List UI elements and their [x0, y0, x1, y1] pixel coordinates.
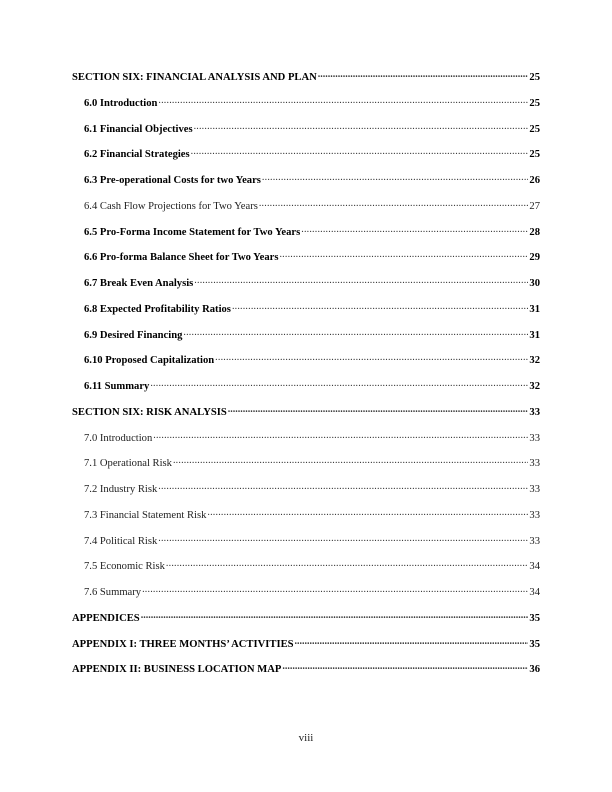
toc-entry-page: 34 — [529, 561, 540, 573]
toc-entry-6-10[interactable] — [72, 353, 540, 379]
toc-entry-label: 6.5 Pro-Forma Income Statement for Two Years — [84, 226, 301, 238]
toc-entry-page: 29 — [529, 252, 540, 264]
dot-leader — [141, 611, 529, 621]
toc-entry-label: 6.0 Introduction — [84, 97, 158, 109]
toc-entry-page: 33 — [529, 535, 540, 547]
toc-entry-page: 33 — [529, 406, 540, 418]
toc-entry-label: SECTION SIX: RISK ANALYSIS — [72, 406, 227, 418]
toc-entry-label: 7.6 Summary — [84, 587, 142, 598]
toc-entry-label: 6.8 Expected Profitability Ratios — [84, 303, 231, 315]
dot-leader — [301, 225, 528, 235]
toc-entry-appendix-ii[interactable] — [72, 662, 540, 688]
dot-leader — [150, 379, 528, 389]
toc-entry-section-six-risk[interactable] — [72, 405, 540, 431]
dot-leader — [183, 328, 528, 338]
toc-entry-6-9[interactable] — [72, 328, 540, 354]
toc-entry-label: 7.1 Operational Risk — [84, 458, 172, 470]
toc-entry-label: 7.5 Economic Risk — [84, 561, 165, 573]
toc-entry-page: 25 — [529, 149, 540, 161]
dot-leader — [318, 70, 529, 80]
toc-entry-7-2[interactable] — [72, 482, 540, 508]
toc-entry-label: 7.2 Industry Risk — [84, 484, 158, 495]
toc-entry-page: 34 — [529, 587, 540, 598]
toc-entry-label: 6.11 Summary — [84, 381, 150, 392]
toc-entry-section-six-financial[interactable] — [72, 70, 540, 96]
toc-entry-label: 6.4 Cash Flow Projections for Two Years — [84, 200, 258, 212]
dot-leader — [262, 173, 528, 183]
toc-entry-page: 25 — [529, 72, 540, 83]
toc-entry-label: 6.3 Pre-operational Costs for two Years — [84, 175, 261, 186]
toc-entry-6-7[interactable] — [72, 276, 540, 302]
dot-leader — [194, 122, 529, 132]
dot-leader — [215, 353, 528, 363]
toc-entry-label: 6.2 Financial Strategies — [84, 149, 190, 161]
toc-entry-6-6[interactable] — [72, 250, 540, 276]
toc-entry-label: APPENDIX II: BUSINESS LOCATION MAP — [72, 664, 282, 676]
toc-entry-7-6[interactable] — [72, 585, 540, 611]
toc-entry-7-0[interactable] — [72, 431, 540, 457]
toc-entry-page: 33 — [529, 484, 540, 495]
dot-leader — [295, 637, 529, 647]
toc-entry-page: 26 — [529, 175, 540, 186]
toc-entry-label: 6.6 Pro-forma Balance Sheet for Two Years — [84, 252, 279, 264]
toc-entry-page: 31 — [529, 329, 540, 341]
toc-entry-label: 6.1 Financial Objectives — [84, 123, 193, 135]
dot-leader — [158, 534, 528, 544]
toc-entry-page: 30 — [529, 278, 540, 289]
dot-leader — [142, 585, 528, 595]
toc-entry-page: 32 — [529, 355, 540, 367]
toc-entry-label: 7.4 Political Risk — [84, 535, 158, 547]
dot-leader — [153, 431, 528, 441]
toc-entry-page: 28 — [529, 226, 540, 238]
dot-leader — [207, 508, 528, 518]
dot-leader — [228, 405, 529, 415]
toc-entry-label: 6.10 Proposed Capitalization — [84, 355, 215, 367]
dot-leader — [191, 147, 529, 157]
toc-entry-label: 7.3 Financial Statement Risk — [84, 509, 207, 521]
dot-leader — [158, 96, 528, 106]
table-of-contents — [72, 70, 540, 688]
toc-entry-page: 27 — [529, 200, 540, 212]
toc-entry-page: 36 — [529, 664, 540, 676]
dot-leader — [158, 482, 528, 492]
toc-entry-label: APPENDIX I: THREE MONTHS’ ACTIVITIES — [72, 638, 294, 650]
toc-entry-page: 35 — [529, 612, 540, 624]
toc-entry-6-8[interactable] — [72, 302, 540, 328]
page-number: viii — [298, 732, 314, 744]
toc-entry-page: 33 — [529, 432, 540, 444]
dot-leader — [194, 276, 528, 286]
toc-entry-7-4[interactable] — [72, 534, 540, 560]
toc-entry-page: 33 — [529, 509, 540, 521]
toc-entry-page: 35 — [529, 638, 540, 650]
toc-entry-appendices[interactable] — [72, 611, 540, 637]
toc-entry-6-2[interactable] — [72, 147, 540, 173]
toc-entry-page: 32 — [529, 381, 540, 392]
dot-leader — [279, 250, 528, 260]
toc-entry-7-1[interactable] — [72, 456, 540, 482]
toc-entry-page: 25 — [529, 97, 540, 109]
toc-entry-6-11[interactable] — [72, 379, 540, 405]
dot-leader — [282, 662, 528, 672]
toc-entry-7-3[interactable] — [72, 508, 540, 534]
toc-entry-6-0[interactable] — [72, 96, 540, 122]
dot-leader — [259, 199, 529, 209]
toc-entry-page: 25 — [529, 123, 540, 135]
toc-entry-label: SECTION SIX: FINANCIAL ANALYSIS AND PLAN — [72, 72, 317, 83]
dot-leader — [166, 559, 528, 569]
toc-entry-6-5[interactable] — [72, 225, 540, 251]
toc-entry-6-1[interactable] — [72, 122, 540, 148]
toc-entry-6-4[interactable] — [72, 199, 540, 225]
dot-leader — [232, 302, 528, 312]
toc-entry-label: APPENDICES — [72, 612, 140, 624]
toc-entry-6-3[interactable] — [72, 173, 540, 199]
dot-leader — [173, 456, 528, 466]
toc-entry-page: 31 — [529, 303, 540, 315]
toc-entry-7-5[interactable] — [72, 559, 540, 585]
toc-entry-label: 6.9 Desired Financing — [84, 329, 183, 341]
toc-entry-label: 6.7 Break Even Analysis — [84, 278, 194, 289]
toc-entry-appendix-i[interactable] — [72, 637, 540, 663]
toc-entry-page: 33 — [529, 458, 540, 470]
toc-entry-label: 7.0 Introduction — [84, 432, 153, 444]
